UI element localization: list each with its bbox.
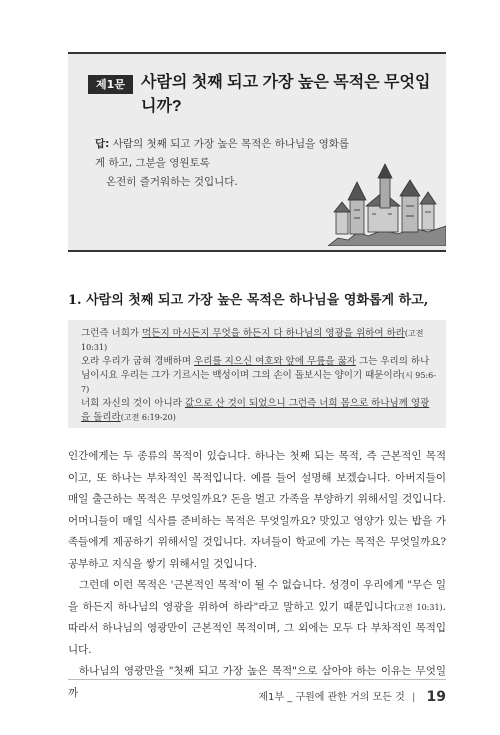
paragraph-3: 하나님의 영광만을 "첫째 되고 가장 높은 목적"으로 삼아야 하는 이유는 무엇일까 — [68, 665, 446, 699]
verse-2: 오라 우리가 굽혀 경배하며 우리를 지으신 여호와 앞에 무릎을 꿇자 그는 우리의 하나님이시요 우리는 그가 기르시는 백성이며 그의 손이 돌보시는 양이기 때문이라(시 95:6-7) — [81, 356, 436, 394]
answer-text — [95, 135, 355, 192]
answer-line-1: 사람의 첫째 되고 가장 높은 목적은 하나님을 영화롭게 하고, 그분을 영원토록 — [95, 138, 350, 169]
question-badge: 제1문 — [88, 75, 133, 94]
page-number: 19 — [426, 689, 446, 705]
footer-bar: | — [411, 692, 416, 703]
scripture-verses — [81, 327, 437, 425]
footer-separator: _ — [287, 692, 293, 703]
verse-1: 그런즉 너희가 먹든지 마시든지 무엇을 하든지 다 하나님의 영광을 위하여 하라(고전 10:31) — [81, 328, 424, 352]
footer-chapter: 구원에 관한 거의 모든 것 — [295, 692, 405, 703]
question-title: 사람의 첫째 되고 가장 높은 목적은 무엇입니까? — [141, 74, 431, 115]
paragraph-2: 그런데 이런 목적은 '근본적인 목적'이 될 수 없습니다. 성경이 우리에게 "무슨 일을 하든지 하나님의 영광을 위하여 하라"라고 말하고 있기 때문입니다(고전 10:31). 따라서 하나님의 영광만이 근본적인 목적이며, 그 외에는 모두 다 부차적인 목적입니다. — [68, 579, 446, 656]
footer-part: 제1부 — [258, 692, 285, 703]
footer-divider — [68, 679, 446, 680]
section-heading: 1. 사람의 첫째 되고 가장 높은 목적은 하나님을 영화롭게 하고, — [68, 293, 429, 308]
page-footer — [258, 688, 446, 705]
answer-prefix: 답: — [95, 138, 110, 150]
body-text — [68, 446, 446, 704]
answer-line-2: 온전히 즐거워하는 것입니다. — [106, 176, 238, 188]
castle-illustration — [328, 160, 446, 246]
paragraph-1: 인간에게는 두 종류의 목적이 있습니다. 하나는 첫째 되는 목적, 즉 근본적인 목적이고, 또 하나는 부차적인 목적입니다. 예를 들어 설명해 보겠습니다. 아버지들이 매일 출근하는 목적은 무엇일까요? 돈을 벌고 가족을 부양하기 위해서일 것입니다. 어머니들이 매일 식사를 준비하는 목적은 무엇일까요? 맛있고 영양가 있는 밥을 가족들에게 제공하기 위해서일 것입니다. 자녀들이 학교에 가는 목적은 무엇일까요? 공부하고 지식을 쌓기 위해서일 것입니다. — [68, 450, 446, 570]
verse-3: 너희 자신의 것이 아니라 값으로 산 것이 되었으니 그런즉 너희 몸으로 하나님께 영광을 돌리라(고전 6:19-20) — [81, 398, 430, 423]
